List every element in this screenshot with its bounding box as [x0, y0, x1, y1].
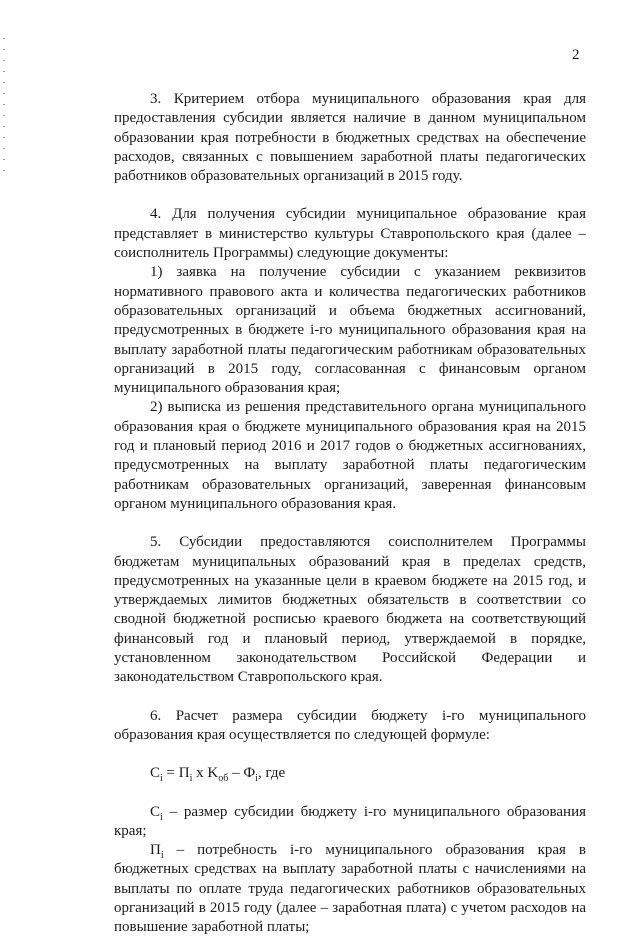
- paragraph-criterion: 3. Критерием отбора муниципального образования края для предоставления субсидии является наличие в данном муниципальном образовании края потребности в бюджетных средствах на обеспечение расходов, связанных с повышением заработной платы педагогических работников образовательных организаций в 2015 году.: [114, 91, 586, 185]
- scan-margin-marks: [3, 38, 5, 178]
- document-body: [114, 90, 586, 938]
- paragraph-documents: 4. Для получения субсидии муниципальное образование края представляет в министерство культуры Ставропольского края (далее – соисполнитель Программы) следующие документы:: [114, 206, 586, 262]
- definition-c: $C_i$ – размер субсидии бюджету i-го муниципального образования края;: [114, 803, 586, 839]
- paragraph-extract: 2) выписка из решения представительного органа муниципального образования края о бюджете муниципального образования края на 2015 год и плановый период 2016 и 2017 годов о бюджетных ассигнованиях, предусмотренных на выплату заработной платы педагогическим работникам образовательных организаций, заверенная финансовым органом муниципального образования края.: [114, 399, 586, 512]
- definition-p: $П_i$ – потребность i-го муниципального образования края в бюджетных средствах на выплату заработной платы с начислениями на выплаты по оплате труда педагогических работников образовательных организаций в 2015 году (далее – заработная плата) с учетом расходов на повышение заработной платы;: [114, 842, 586, 936]
- paragraph-provision: 5. Субсидии предоставляются соисполнителем Программы бюджетам муниципальных образований края в пределах средств, предусмотренных на указанные цели в краевом бюджете на 2015 год, и утверждаемых лимитов бюджетных обязательств в соответствии со сводной бюджетной росписью краевого бюджета на соответствующий финансовый год и плановый период, утверждаемой в порядке, установленном законодательством Российской Федерации и законодательством Ставропольского края.: [114, 534, 586, 686]
- formula: $C_i = П_i$ x $K_{об} - Ф_i$, где: [150, 765, 286, 785]
- page-number: 2: [572, 47, 580, 63]
- paragraph-calculation: 6. Расчет размера субсидии бюджету i-го муниципального образования края осуществляется по следующей формуле:: [114, 707, 586, 743]
- paragraph-application: 1) заявка на получение субсидии с указанием реквизитов нормативного правового акта и количества педагогических работников образовательных организаций и объема бюджетных ассигнований, предусмотренных в бюджете i-го муниципального образования края на выплату заработной платы педагогическим работникам образовательных организаций в 2015 году, согласованная с финансовым органом муниципального образования края;: [114, 264, 586, 397]
